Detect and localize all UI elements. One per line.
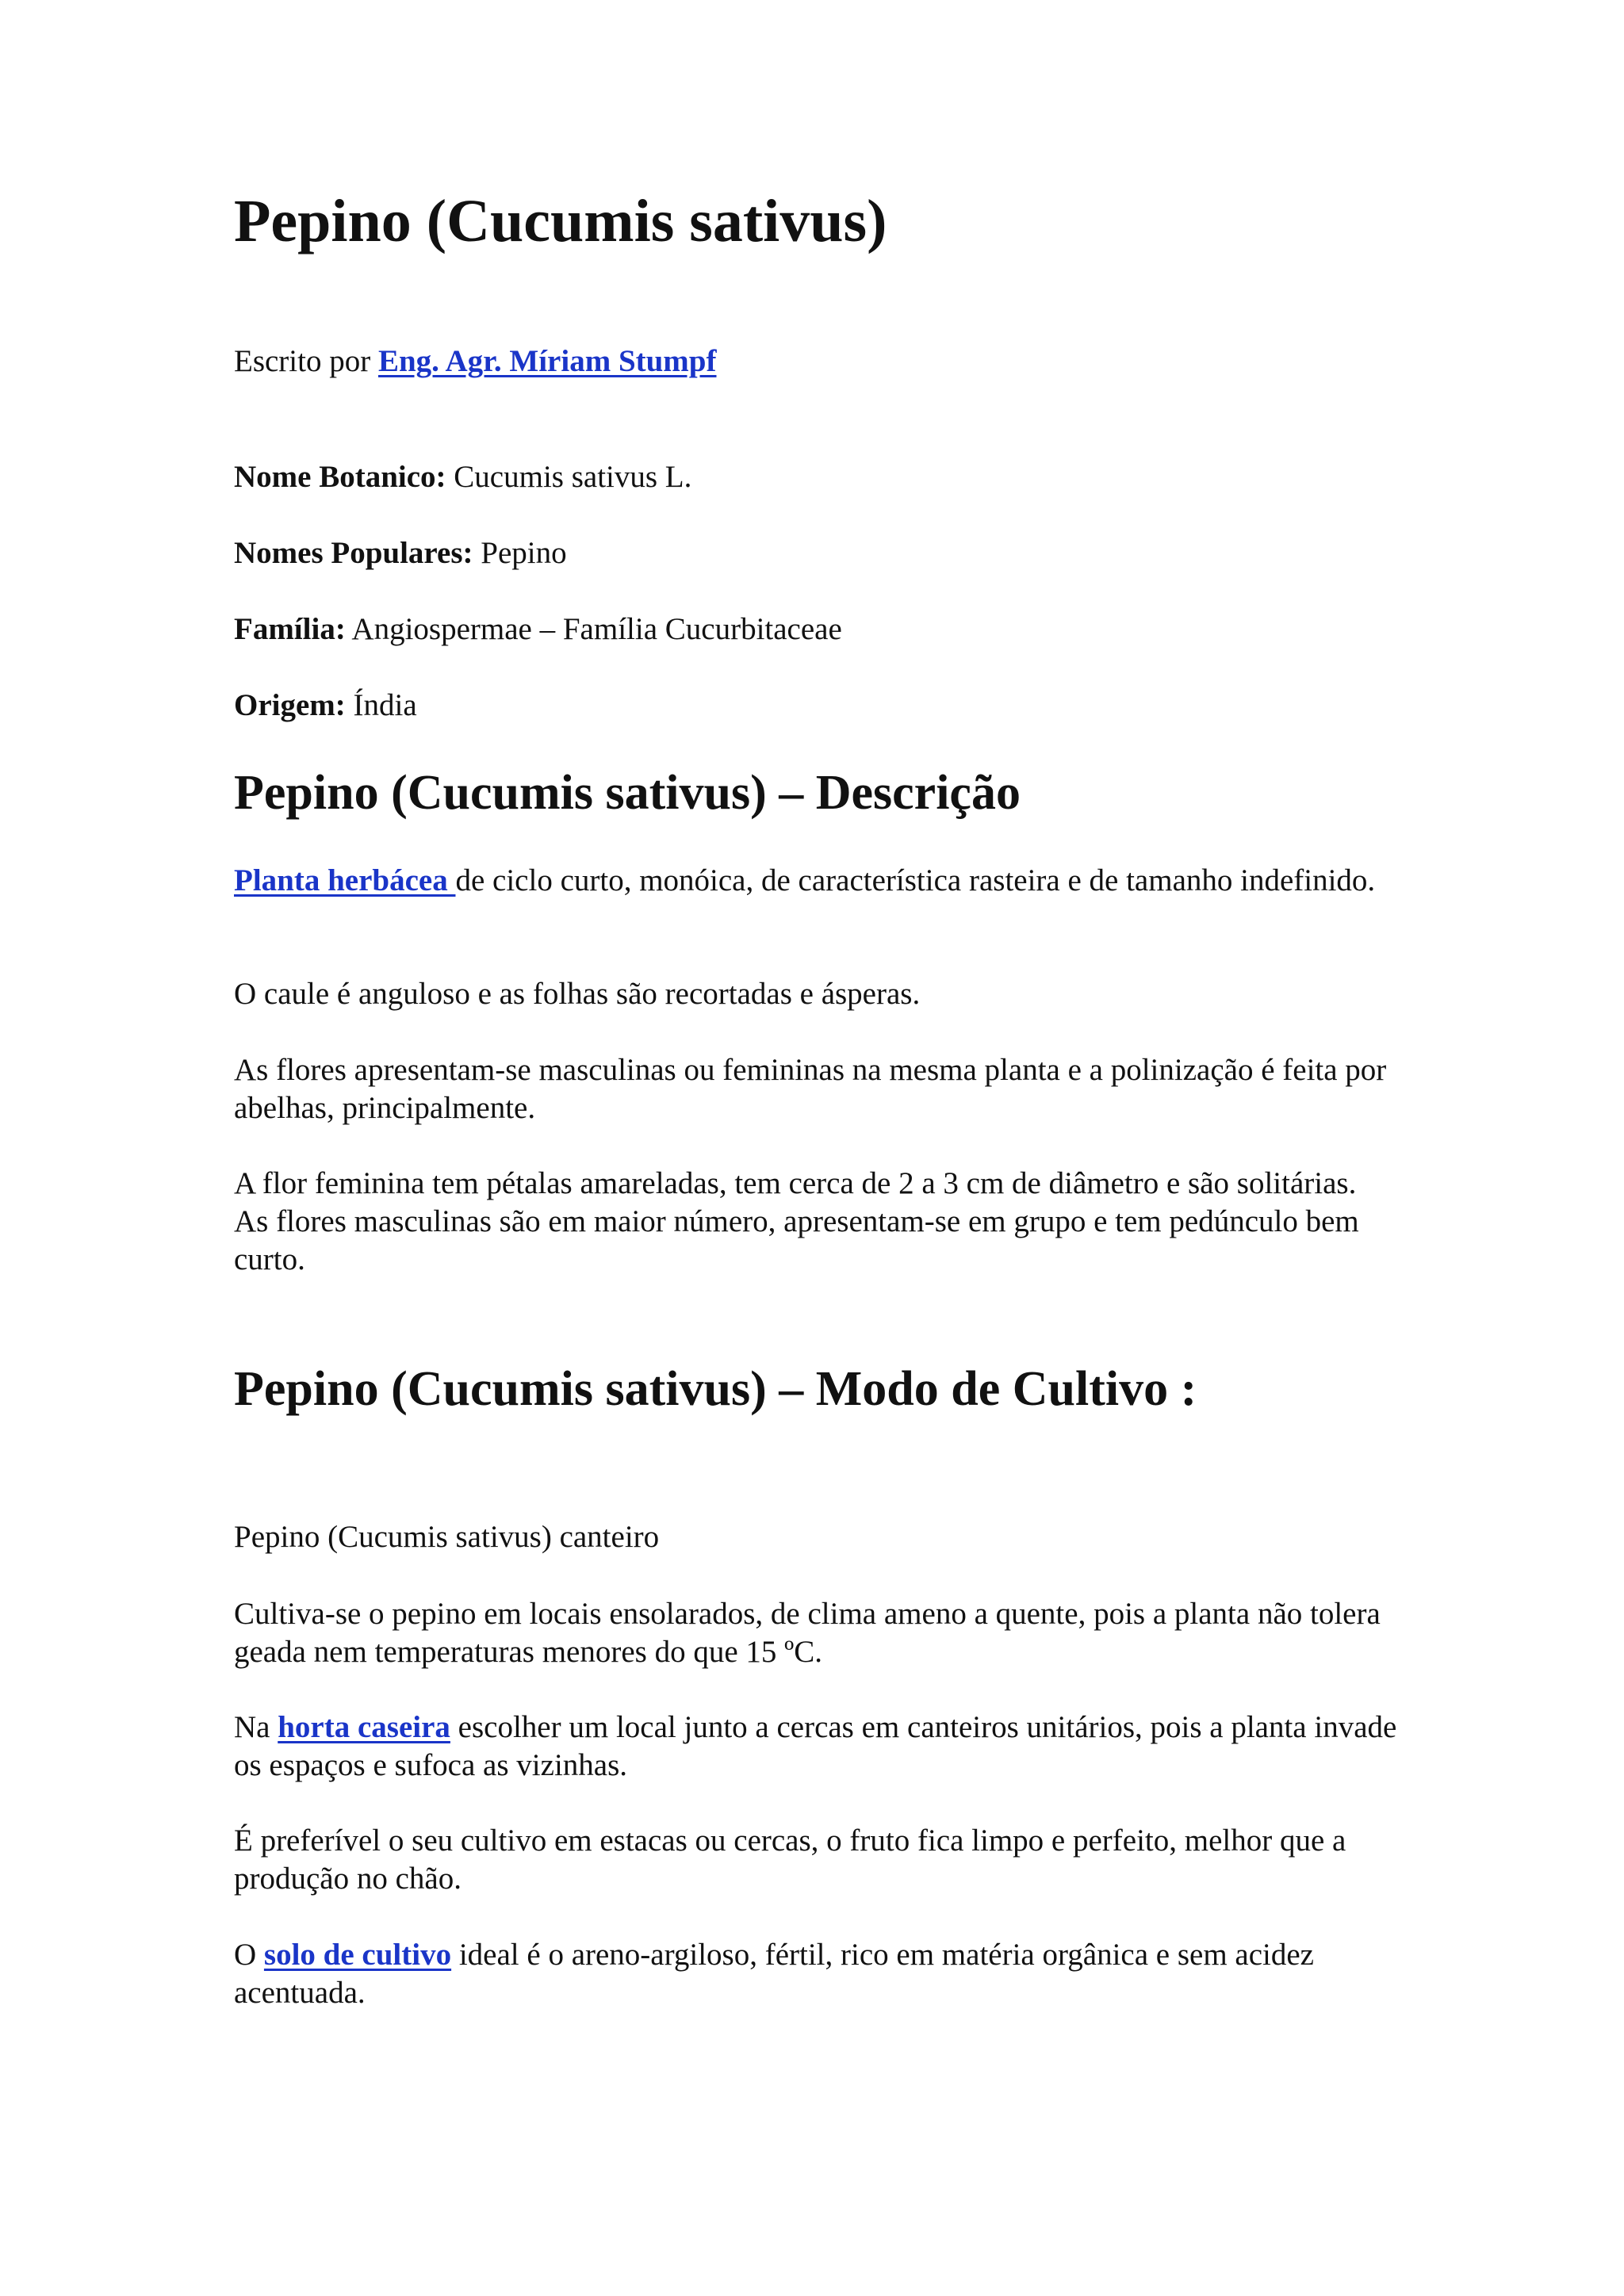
paragraph-text: de ciclo curto, monóica, de característica rasteira e de tamanho indefinido. [455,863,1376,897]
fact-value: Angiospermae – Família Cucurbitaceae [351,612,842,646]
section-heading-cultivo: Pepino (Cucumis sativus) – Modo de Cultivo : [234,1362,1197,1416]
byline-prefix: Escrito por [234,344,371,378]
byline [234,342,716,381]
fact-value: Índia [353,688,417,722]
paragraph-text: As flores masculinas são em maior número, apresentam-se em grupo e tem pedúnculo bem curto. [234,1204,1359,1276]
planta-herbacea-link[interactable]: Planta herbácea [234,863,456,897]
paragraph-text: escolher um local junto a cercas em canteiros unitários, pois a planta invade os espaços e sufoca as vizinhas. [234,1710,1397,1782]
solo-de-cultivo-link[interactable]: solo de cultivo [263,1938,452,1972]
fact-family [234,610,842,649]
fact-label: Família: [234,612,346,646]
paragraph-text: Na [234,1710,278,1744]
horta-caseira-link[interactable]: horta caseira [278,1710,450,1744]
page-title: Pepino (Cucumis sativus) [234,188,887,254]
section-heading-description: Pepino (Cucumis sativus) – Descrição [234,766,1021,820]
cultivo-paragraph-3: É preferível o seu cultivo em estacas ou cercas, o fruto fica limpo e perfeito, melhor que a produção no chão. [234,1823,1346,1896]
cultivo-paragraph-4 [234,1936,1400,2012]
fact-popular-names [234,534,567,572]
paragraph-text: O [234,1938,264,1972]
paragraph-text: ideal é o areno-argiloso, fértil, rico em matéria orgânica e sem acidez acentuada. [234,1938,1314,2010]
fact-value: Pepino [481,536,567,570]
fact-label: Nomes Populares: [234,536,473,570]
description-paragraph-1 [234,862,1400,900]
description-paragraph-4 [234,1165,1400,1279]
author-link[interactable]: Eng. Agr. Míriam Stumpf [377,344,717,378]
cultivo-paragraph-2 [234,1709,1400,1785]
fact-origin [234,687,417,725]
description-paragraph-3: As flores apresentam-se masculinas ou femininas na mesma planta e a polinização é feita por abelhas, principalmente. [234,1053,1387,1125]
cultivo-paragraph-1: Cultiva-se o pepino em locais ensolarados, de clima ameno a quente, pois a planta não tolera geada nem temperaturas menores do que 15 ºC. [234,1597,1381,1669]
paragraph-text: A flor feminina tem pétalas amareladas, tem cerca de 2 a 3 cm de diâmetro e são solitárias. [234,1166,1357,1200]
image-caption: Pepino (Cucumis sativus) canteiro [234,1520,660,1554]
fact-label: Nome Botanico: [234,460,446,494]
fact-botanical-name [234,458,691,496]
fact-label: Origem: [234,688,346,722]
description-paragraph-2: O caule é anguloso e as folhas são recortadas e ásperas. [234,977,921,1011]
fact-value: Cucumis sativus L. [454,460,692,494]
